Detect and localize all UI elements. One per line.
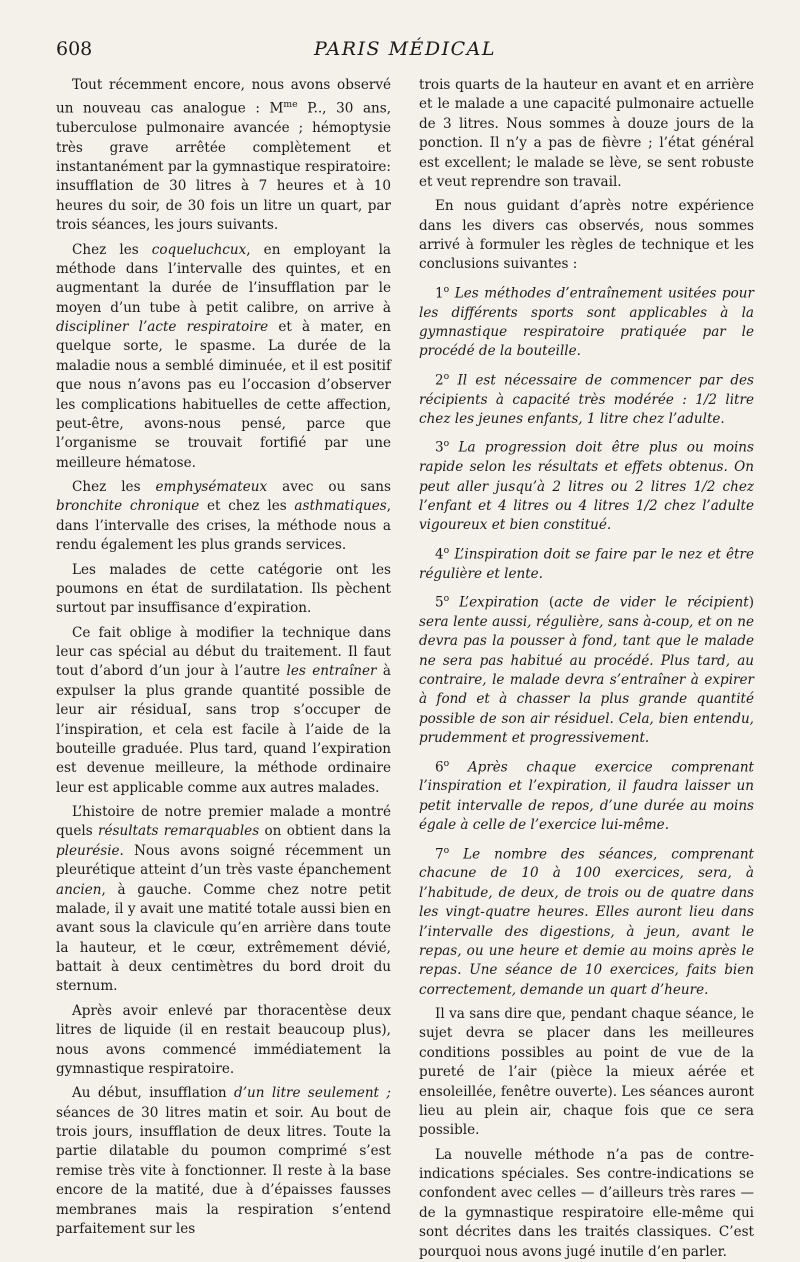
paragraph (56, 76, 391, 236)
superscript: o (443, 283, 450, 295)
italic-run: Il est nécessaire de commencer par des récipients à capacité très modérée : 1/2 litre chez les jeunes enfants, 1 litre chez l’adulte. (419, 372, 754, 428)
paragraph (419, 841, 754, 1001)
text-run: 2 (435, 372, 444, 389)
text-run: Tout récemment encore, nous avons observé un nouveau cas analogue : M (56, 77, 391, 117)
text-run: , à gauche. Comme chez notre petit malade, il y avait une matité totale aussi bien en avant sous la clavicule qu’en arrière dans toute la hauteur, et le cœur, extrêmement dévié, battait à deux centimètres du bord droit du sternum. (56, 881, 391, 995)
text-run: Chez les (72, 479, 156, 496)
superscript: o (443, 844, 450, 856)
italic-run: L’expiration (459, 594, 540, 611)
text-run: à expulser la plus grande quantité possible de leur air résiduaI, sans trop s’occuper de l’inspiration, et cela est facile à l’aide de la bouteille graduée. Plus tard, quand l’expiration est devenue meilleure, la méthode ordinaire leur est applicable comme aux autres malades. (56, 663, 391, 796)
text-run: et chez les (199, 498, 295, 515)
text-run: avec ou sans (267, 479, 391, 496)
italic-run: L’inspiration doit se faire par le nez et être régulière et lente. (419, 546, 754, 582)
paragraph (56, 561, 391, 619)
italic-run: La progression doit être plus ou moins rapide selon les résultats et effets obtenus. On peut aller jusqu’à 2 litres ou 2 litres 1/2 chez l’enfant et 4 litres ou 4 litres 1/2 chez l’adulte vigoureux et bien constitué. (419, 439, 754, 534)
text-run: P.., 30 ans, tuberculose pulmonaire avancée ; hémoptysie très grave arrêtée complètement et instantanément par la gymnastique respiratoire: insufflation de 30 litres à 7 heures et à 10 heures du soir, de 30 fois un litre un quart, par trois séances, les jours suivants. (56, 100, 391, 234)
italic-run: Les méthodes d’entraînement usitées pour les différents sports sont applicables à la gymnastique respiratoire pratiquée par le procédé de la bouteille. (419, 285, 754, 360)
text-run: 7 (435, 846, 444, 863)
paragraph (56, 624, 391, 798)
paragraph (419, 589, 754, 749)
paragraph (56, 1002, 391, 1080)
italic-run: discipliner l’acte respiratoire (56, 319, 269, 336)
text-run: L’histoire de notre premier malade a montré quels (56, 804, 391, 840)
text-run: La nouvelle méthode n’a pas de contre-indications spéciales. Ses contre-indications se confondent avec celles — d’ailleurs très rares — de la gymnastique respiratoire elle-même qui sont décrites dans les traités classiques. C’est pourquoi nous avons jugé inutile d’en parler. (419, 1146, 754, 1260)
italic-run: les entraîner (286, 663, 377, 680)
text-run: 1 (435, 285, 444, 302)
text-run: Ce fait oblige à modifier la technique dans leur cas spécial au début du traitement. Il faut tout d’abord d’un jour à l’autre (56, 624, 391, 680)
paragraph (419, 754, 754, 836)
text-run (449, 846, 463, 862)
italic-run: acte de vider le récipient (554, 594, 749, 611)
paragraph (419, 367, 754, 430)
italic-run: ancien (56, 881, 102, 898)
text-run: 6 (435, 759, 444, 776)
text-run: trois quarts de la hauteur en avant et en arrière et le malade a une capacité pulmonaire actuelle de 3 litres. Nous sommes à douze jours de la ponction. Il n’y a pas de fièvre ; l’état général est excellent; le malade se lève, se sent robuste et veut reprendre son travail. (419, 77, 754, 190)
text-run: Les malades de cette catégorie ont les poumons en état de surdilatation. Ils pèchent surtout par insuffisance d’expiration. (56, 561, 391, 617)
text-run: ( (539, 594, 555, 611)
paragraph (419, 434, 754, 535)
paragraph (56, 803, 391, 997)
text-run (449, 759, 468, 775)
italic-run: Après chaque exercice comprenant l’inspiration et l’expiration, il faudra laisser un petit intervalle de repos, d’une durée au moins égale à celle de l’exercice lui-même. (419, 759, 754, 834)
italic-run: coqueluchcux (151, 241, 247, 258)
italic-run: asthmatiques (294, 498, 387, 515)
text-columns (56, 76, 754, 1262)
italic-run: sera lente aussi, régulière, sans à-coup, et on ne devra pas la pousser à fond, tant que le malade ne sera pas habitué au procédé. Plus tard, au contraire, le malade devra s’entraîner à expirer à fond et à chasser la plus grande quantité possible de son air résiduel. Cela, bien entendu, prudemment et progressivement. (419, 613, 754, 747)
text-run: Après avoir enlevé par thoracentèse deux litres de liquide (il en restait beaucoup plus), nous avons commencé immédiatement la gymnastique respiratoire. (56, 1002, 391, 1077)
text-run: . Nous avons soigné récemment un pleurétique atteint d’un très vaste épanchement (56, 842, 391, 879)
page-number: 608 (56, 38, 93, 60)
paragraph (419, 541, 754, 584)
text-run: Au début, insufflation (72, 1085, 235, 1102)
italic-run: résultats remarquables (98, 823, 260, 840)
paragraph (56, 1084, 391, 1239)
running-title: PARIS MÉDICAL (313, 38, 497, 60)
superscript: o (443, 370, 450, 382)
paragraph (419, 280, 754, 362)
italic-run: emphysémateux (155, 479, 268, 496)
italic-run: Le nombre des séances, comprenant chacune de 10 à 100 exercices, sera, à l’habitude, de deux, de trois ou de quatre dans les vingt-quatre heures. Elles auront lieu dans l’intervalle des digestions, à jeun, avant le repas, ou une heure et demie au moins après le repas. Une séance de 10 exercices, faits bien correctement, demande un quart d’heure. (419, 846, 754, 998)
superscript: o (443, 593, 450, 605)
text-run (449, 595, 459, 611)
text-run: En nous guidant d’après notre expérience dans les divers cas observés, nous sommes arrivé à formuler les règles de technique et les conclusions suivantes : (419, 198, 754, 273)
left-column (56, 76, 391, 1262)
paragraph (419, 1146, 754, 1262)
superscript: o (443, 544, 450, 556)
text-run: 4 (435, 546, 444, 563)
right-column (419, 76, 754, 1262)
text-run: , dans l’intervalle des crises, la méthode nous a rendu également les plus grands services. (56, 498, 391, 554)
text-run: 3 (435, 439, 444, 456)
text-run: séances de 30 litres matin et soir. Au bout de trois jours, insufflation de deux litres. Toute la partie dilatable du poumon comprimé s’est remise très vite à fonctionner. Il reste à la base encore de la matité, due à d’épaisses fausses membranes mais la respiration s’entend parfaitement sur les (56, 1104, 391, 1237)
paragraph (419, 1005, 754, 1141)
page-header (56, 38, 754, 74)
text-run: Il va sans dire que, pendant chaque séance, le sujet devra se placer dans les meilleures conditions possibles au point de vue de la pureté de l’air (pièce la mieux aérée et ensoleillée, fenêtre ouverte). Les séances auront lieu au plein air, chaque fois que ce sera possible. (419, 1006, 754, 1139)
text-run: ) (748, 594, 754, 611)
paragraph (419, 76, 754, 192)
italic-run: pleurésie (56, 842, 120, 859)
paragraph (56, 478, 391, 556)
superscript: o (443, 757, 450, 769)
superscript: o (443, 438, 450, 450)
italic-run: d’un litre seulement ; (234, 1085, 391, 1102)
text-run: et à mater, en quelque sorte, le spasme. La durée de la maladie nous a semblé diminuée, et il est positif que nous n’avons pas eu l’occasion d’observer les complications habituelles de cette affection, peut-être, avons-nous pensé, parce que l’organisme se trouvait fortifié par une meilleure hématose. (56, 319, 391, 471)
italic-run: bronchite chronique (56, 498, 200, 515)
superscript: me (283, 99, 298, 111)
text-run: Chez les (72, 241, 152, 258)
text-run: 5 (435, 594, 444, 611)
text-run: , en employant la méthode dans l’intervalle des quintes, et en augmentant la durée de l’insufflation par le moyen d’un tube à petit calibre, on arrive à (56, 241, 391, 316)
paragraph (419, 197, 754, 275)
paragraph (56, 241, 391, 474)
text-run: on obtient dans la (259, 823, 391, 840)
